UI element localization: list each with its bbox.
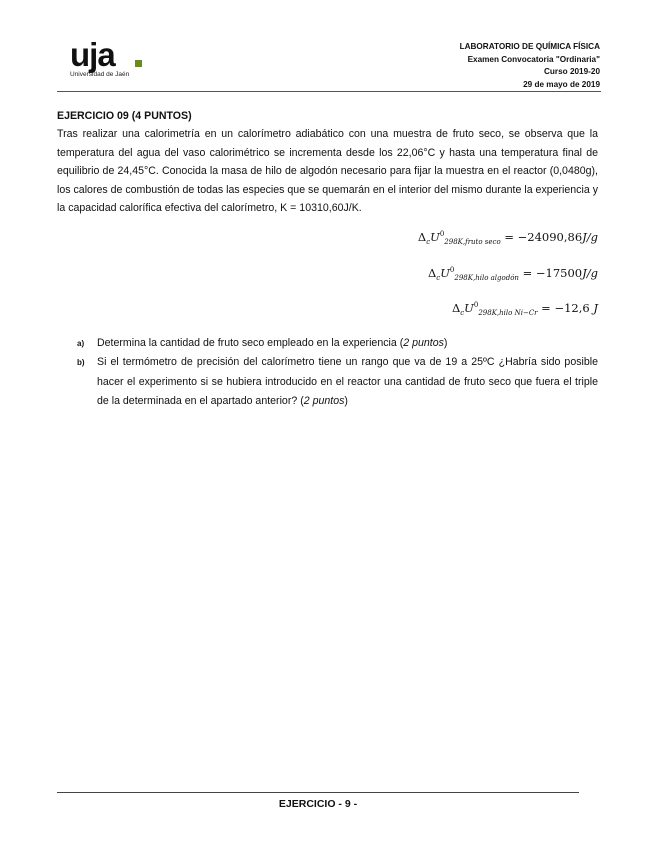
logo-accent-dot — [135, 60, 142, 67]
course: Curso 2019-20 — [544, 67, 600, 77]
exam-date: 29 de mayo de 2019 — [523, 79, 600, 89]
exercise-title: EJERCICIO 09 (4 PUNTOS) — [57, 110, 192, 122]
question-b: b) Si el termómetro de precisión del calorímetro tiene un rango que va de 19 a 25ºC ¿Habría sido posible hacer el experimento si se hubiera introducido en el reactor una cantidad de fruto seco que fuera el triple de la determinada en el apartado anterior? (2 puntos) — [57, 353, 598, 411]
logo-text: uja — [70, 36, 115, 73]
header-divider — [57, 91, 601, 92]
question-a: a) Determina la cantidad de fruto seco empleado en la experiencia (2 puntos) — [57, 334, 598, 353]
exam-title: Examen Convocatoria "Ordinaria" — [467, 54, 600, 64]
equations — [57, 221, 598, 326]
exercise-section — [57, 107, 598, 327]
page-footer: EJERCICIO - 9 - — [278, 798, 358, 810]
equation-hilo-ni-cr: $\Delta_cU^0_{298K,hilo Ni-Cr} = -12,6$ J — [451, 300, 598, 317]
university-logo — [70, 36, 160, 82]
question-list — [57, 334, 598, 412]
question-text: Si el termómetro de precisión del calorímetro tiene un rango que va de 19 a 25ºC ¿Habría sido posible hacer el experimento si se hubiera introducido en el reactor una cantidad de fruto seco que fuera el triple de la determinada en el apartado anterior? — [97, 356, 598, 408]
lab-title: LABORATORIO DE QUÍMICA FÍSICA — [459, 42, 600, 51]
question-marker: a) — [77, 339, 85, 348]
logo-subtitle: Universidad de Jaén — [70, 71, 130, 78]
exercise-statement: Tras realizar una calorimetría en un calorímetro adiabático con una muestra de fruto seco, se observa que la temperatura del agua del vaso calorimétrico se incrementa desde los 22,06°C y hasta una temperatura final de equilibrio de 24,45°C. Conocida la masa de hilo de algodón necesario para fijar la muestra en el reactor (0,0480g), los calores de combustión de todas las especies que se quemarán en el interior del mismo durante la experiencia y la capacidad calorífica efectiva del calorímetro, K = 10310,60J/K. — [57, 128, 598, 215]
equation-hilo-algodon: $\Delta_cU^0_{298K,hilo algodón} = -17500J/g$ — [427, 265, 598, 282]
equation-fruto-seco: $\Delta_cU^0_{298K,fruto seco} = -24090,86J/g$ — [417, 230, 598, 247]
footer-divider — [57, 792, 579, 793]
question-points: 2 puntos — [303, 395, 345, 408]
question-text: Determina la cantidad de fruto seco empleado en la experiencia — [97, 337, 397, 349]
document-header — [460, 41, 600, 91]
question-marker: b) — [77, 358, 85, 368]
question-points: 2 puntos — [403, 337, 444, 349]
